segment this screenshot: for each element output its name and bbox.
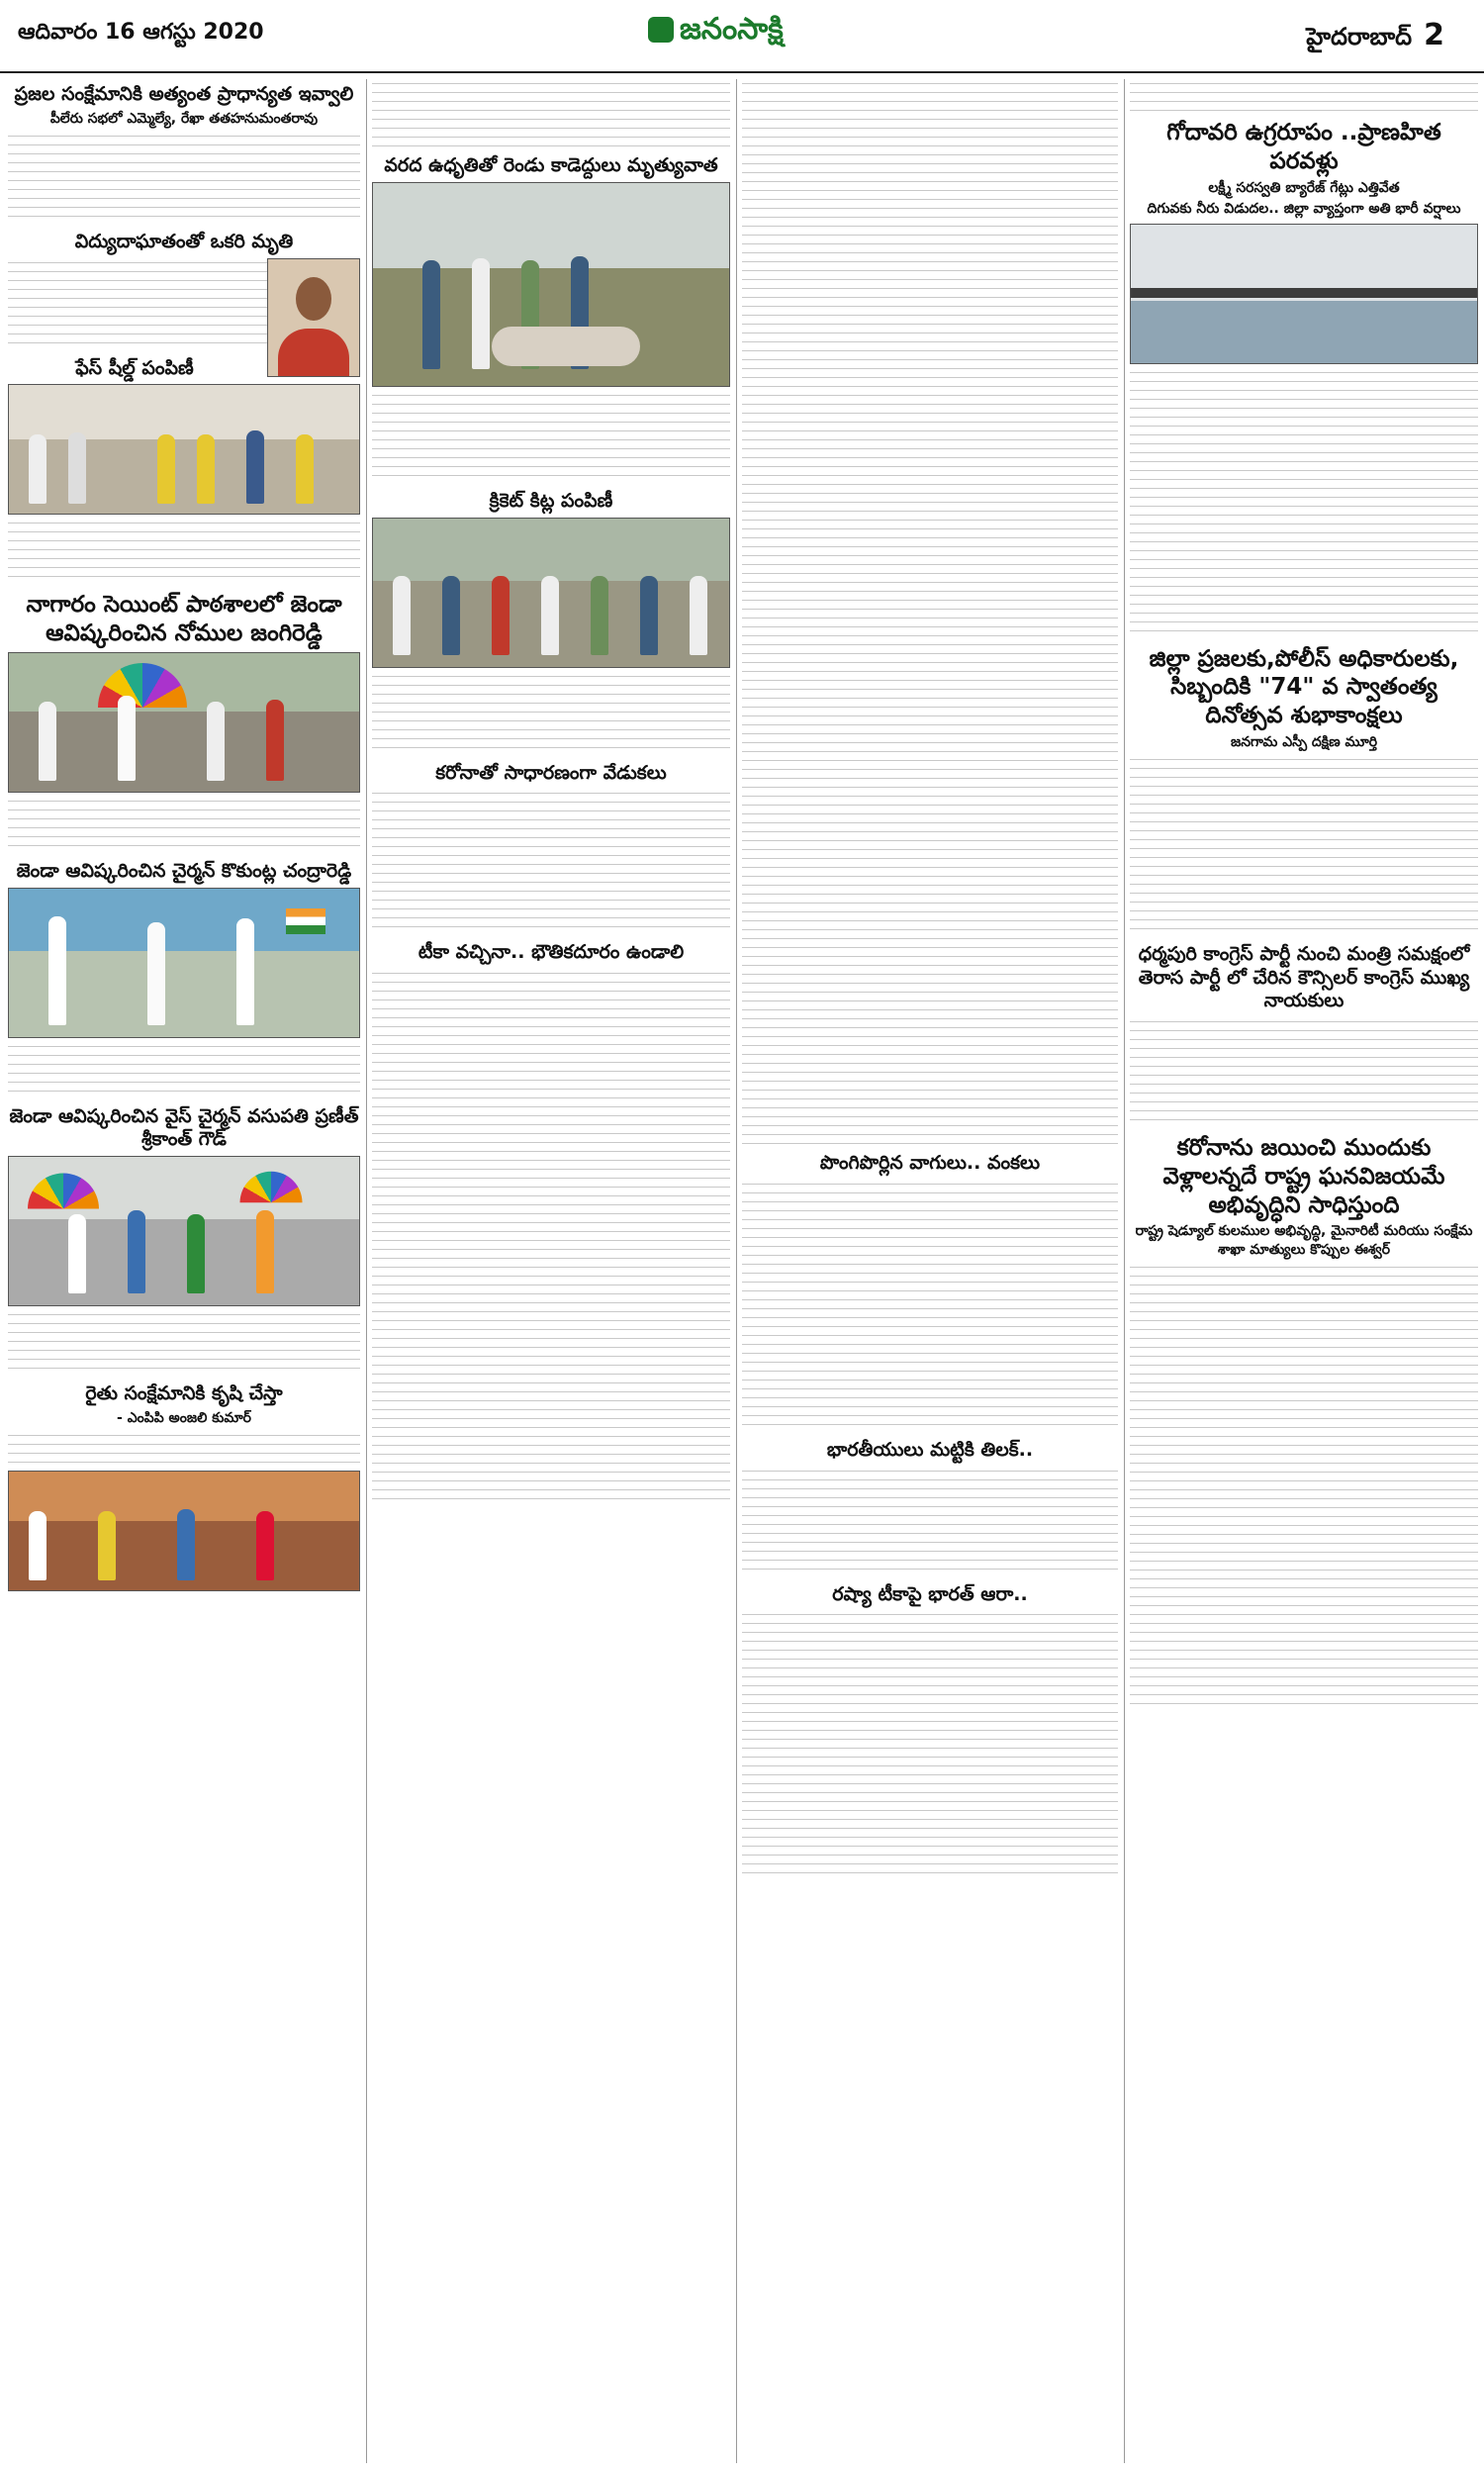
news-photo xyxy=(372,518,730,668)
edition-city xyxy=(1306,18,1444,56)
article-headline: రైతు సంక్షేమానికి కృషి చేస్తా xyxy=(85,1382,283,1404)
issue-date: ఆదివారం 16 ఆగస్టు 2020 xyxy=(18,20,264,45)
logo-text: జనంసాక్షి xyxy=(680,12,784,47)
article-body xyxy=(742,1180,1118,1429)
news-photo xyxy=(8,1156,360,1306)
news-photo xyxy=(8,384,360,515)
article-body xyxy=(1130,79,1478,115)
portrait-photo xyxy=(267,258,360,377)
article-body xyxy=(372,789,730,931)
article xyxy=(8,860,360,1095)
article xyxy=(1130,119,1478,635)
article-headline: జిల్లా ప్రజలకు,పోలీస్ అధికారులకు, సిబ్బందికి "74" వ స్వాతంత్య దినోత్సవ శుభాకాంక్షలు xyxy=(1149,645,1459,728)
page-number: 2 xyxy=(1424,18,1444,52)
article xyxy=(742,1439,1118,1573)
news-photo xyxy=(1130,224,1478,364)
article xyxy=(8,1382,360,1591)
column-2 xyxy=(372,79,730,2463)
article-headline: నాగారం సెయింట్ పాఠశాలలో జెండా ఆవిష్కరించిన నోముల జంగిరెడ్డి xyxy=(26,592,342,646)
article-headline: ఫేస్ షీల్డ్ పంపిణీ xyxy=(75,356,194,379)
column-1 xyxy=(8,79,360,2463)
article xyxy=(372,762,730,932)
article-body xyxy=(1130,755,1478,933)
article xyxy=(8,591,360,850)
article-subheadline: లక్ష్మీ సరస్వతి బ్యారేజ్ గేట్లు ఎత్తివేత xyxy=(1208,179,1400,196)
news-photo xyxy=(8,888,360,1038)
article-body xyxy=(8,797,360,850)
article xyxy=(1130,1134,1478,1708)
article-subheadline: జనగామ ఎస్పీ దక్షిణ మూర్తి xyxy=(1230,733,1378,750)
article-headline: క్రికెట్ కిట్ల పంపిణీ xyxy=(489,489,613,512)
article xyxy=(742,1152,1118,1429)
article-body xyxy=(8,1310,360,1373)
article-body xyxy=(372,391,730,480)
article xyxy=(372,154,730,480)
logo-mark-icon xyxy=(648,17,674,43)
article-headline: గోదావరి ఉగ్రరూపం ..ప్రాణహిత పరవళ్లు xyxy=(1166,120,1441,174)
article xyxy=(1130,943,1478,1124)
article-body xyxy=(8,519,360,581)
article-body xyxy=(742,1467,1118,1573)
article-body xyxy=(1130,368,1478,635)
column-divider xyxy=(1124,79,1125,2463)
article xyxy=(1130,645,1478,933)
newspaper-logo xyxy=(648,12,784,53)
article-headline: టీకా వచ్చినా.. భౌతికదూరం ఉండాలి xyxy=(417,941,685,964)
article-body xyxy=(372,969,730,1503)
article-body xyxy=(8,1431,360,1467)
city-label: హైదరాబాద్ xyxy=(1306,23,1413,50)
article-headline: భారతీయులు మట్టికి తిలక్.. xyxy=(826,1438,1034,1461)
article xyxy=(8,231,360,347)
column-divider xyxy=(366,79,367,2463)
article-headline: విద్యుదాఘాతంతో ఒకరి మృతి xyxy=(74,230,294,252)
article-body xyxy=(1130,1263,1478,1708)
article xyxy=(372,490,730,752)
article-body xyxy=(372,672,730,752)
news-photo xyxy=(8,652,360,793)
article-headline: జెండా ఆవిష్కరించిన వైస్ చైర్మన్ వసుపతి ప్రణీత్ శ్రీకాంత్ గౌడ్ xyxy=(9,1104,359,1151)
column-4 xyxy=(1130,79,1478,2463)
article-body xyxy=(742,79,1118,1148)
column-3 xyxy=(742,79,1118,2463)
article-headline: జెండా ఆవిష్కరించిన చైర్మన్ కొకుంట్ల చంద్రారెడ్డి xyxy=(16,859,352,882)
article-headline: కరోనాతో సాధారణంగా వేడుకలు xyxy=(435,761,667,784)
article xyxy=(8,357,360,582)
article-headline: రష్యా టీకాపై భారత్ ఆరా.. xyxy=(832,1582,1028,1605)
article-body xyxy=(8,1042,360,1095)
news-photo xyxy=(372,182,730,387)
article-headline: ధర్మపురి కాంగ్రెస్ పార్టీ నుంచి మంత్రి సమక్షంలో తెరాస పార్టీ లో చేరిన కౌన్సిలర్ కాంగ్రెస్ ముఖ్య నాయకులు xyxy=(1138,942,1470,1012)
column-divider xyxy=(736,79,737,2463)
article xyxy=(8,1105,360,1374)
article-body xyxy=(372,79,730,150)
article-body xyxy=(8,132,360,221)
article-headline: ప్రజల సంక్షేమానికి అత్యంత ప్రాధాన్యత ఇవ్వాలి xyxy=(14,83,354,105)
masthead xyxy=(0,0,1484,73)
article-subheadline: - ఎంపిపి అంజలి కుమార్ xyxy=(117,1409,251,1426)
article xyxy=(742,1583,1118,1878)
article-body xyxy=(1130,1017,1478,1124)
article-headline: పొంగిపొర్లిన వాగులు.. వంకలు xyxy=(819,1152,1041,1174)
article-headline: కరోనాను జయించి ముందుకు వెళ్లాలన్నదే రాష్ట్ర ఘనవిజయమే అభివృద్ధిని సాధిస్తుంది xyxy=(1162,1135,1445,1218)
article-subheadline: రాష్ట్ర షెడ్యూల్ కులముల అభివృద్ధి, మైనారిటీ మరియు సంక్షేమ శాఖా మాత్యులు కొప్పుల ఈశ్వర్ xyxy=(1135,1223,1473,1259)
article-subheadline: పీలేరు సభలో ఎమ్మెల్యే, రేఖా తతహనుమంతరావు xyxy=(49,110,319,127)
article xyxy=(372,941,730,1503)
news-photo xyxy=(8,1471,360,1591)
article-body xyxy=(742,1610,1118,1877)
article-subheadline: దిగువకు నీరు విడుదల.. జిల్లా వ్యాప్తంగా అతి భారీ వర్షాలు xyxy=(1147,200,1461,217)
article xyxy=(8,83,360,221)
article-headline: వరద ఉధృతితో రెండు కాడెద్దులు మృత్యువాత xyxy=(384,154,718,176)
